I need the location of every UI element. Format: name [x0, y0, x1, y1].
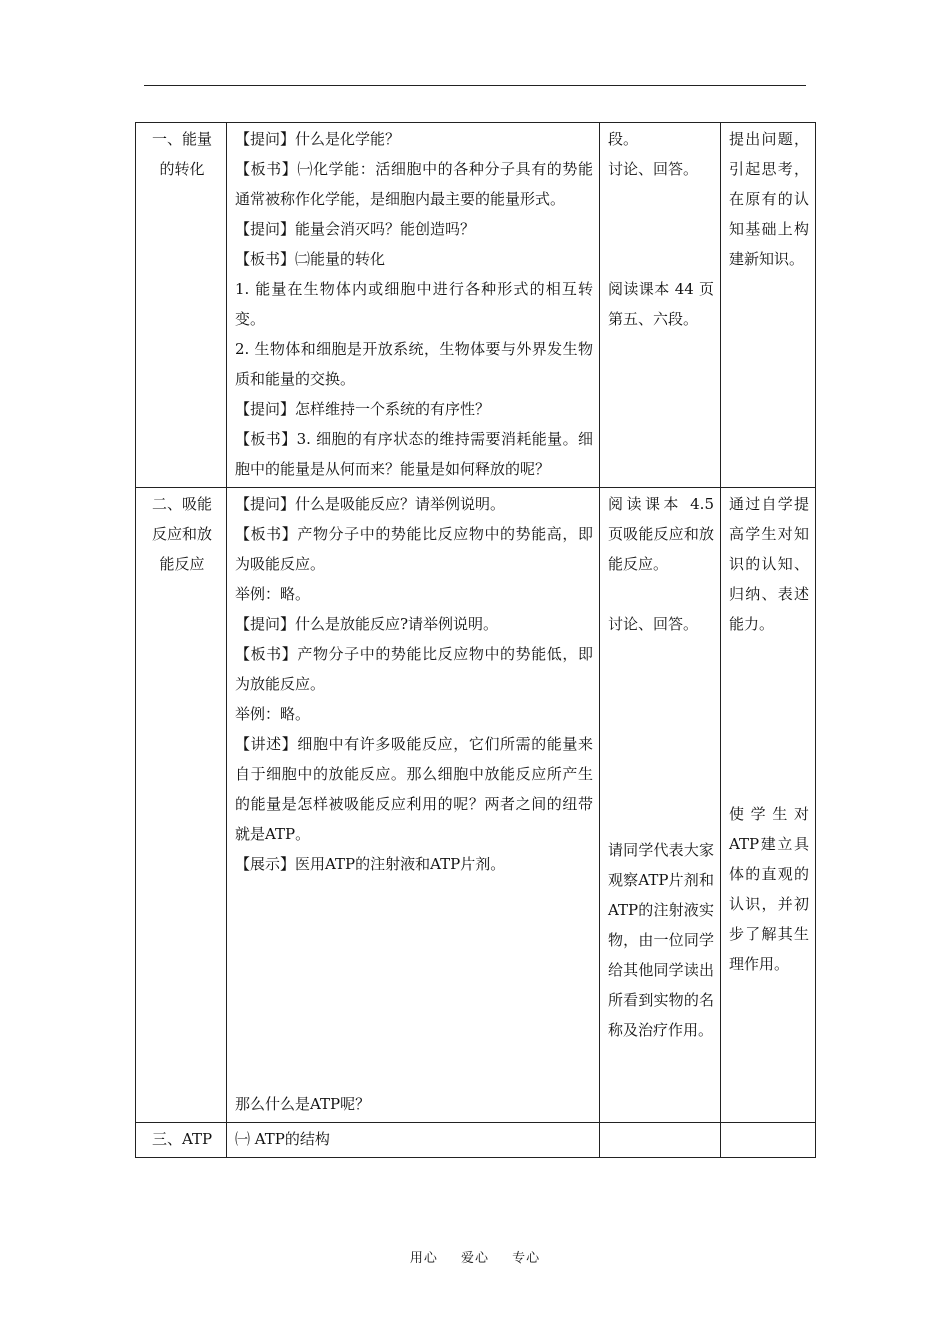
design-purpose-cell: 通过自学提高学生对知识的认知、归纳、表述能力。 使学生对ATP建立具体的直观的认识，并初步了解其生理作用。: [721, 488, 816, 1123]
design-purpose-cell: 提出问题，引起思考，在原有的认知基础上构建新知识。: [721, 123, 816, 488]
header-rule: [144, 85, 806, 86]
lesson-plan-table: [135, 122, 816, 1158]
table-row: [136, 123, 816, 488]
section-cell: 二、吸能 反应和放 能反应: [136, 488, 227, 1123]
student-activity-cell: 段。 讨论、回答。 阅读课本 44 页第五、六段。: [600, 123, 721, 488]
student-activity-cell: [600, 1123, 721, 1158]
table-row: [136, 488, 816, 1123]
teacher-activity-cell: 【提问】什么是吸能反应？请举例说明。 【板书】产物分子中的势能比反应物中的势能高，即为吸能反应。 举例：略。 【提问】什么是放能反应?请举例说明。 【板书】产物分子中的势能比反应物中的势能低，即为放能反应。 举例：略。 【讲述】细胞中有许多吸能反应，它们所需的能量来自于细胞中的放能反应。那么细胞中放能反应所产生的能量是怎样被吸能反应利用的呢？两者之间的纽带就是ATP。 【展示】医用ATP的注射液和ATP片剂。 那么什么是ATP呢？: [227, 488, 600, 1123]
student-activity-cell: 阅读课本 4.5 页吸能反应和放能反应。 讨论、回答。 请同学代表大家观察ATP片剂和ATP的注射液实物，由一位同学给其他同学读出所看到实物的名称及治疗作用。: [600, 488, 721, 1123]
section-cell: 三、ATP: [136, 1123, 227, 1158]
design-purpose-cell: [721, 1123, 816, 1158]
page-footer: 用心 爱心 专心: [409, 1251, 541, 1266]
section-cell: 一、能量 的转化: [136, 123, 227, 488]
table-row: [136, 1123, 816, 1158]
teacher-activity-cell: 【提问】什么是化学能？ 【板书】㈠化学能：活细胞中的各种分子具有的势能通常被称作化学能，是细胞内最主要的能量形式。 【提问】能量会消灭吗？能创造吗？ 【板书】㈡能量的转化 1. 能量在生物体内或细胞中进行各种形式的相互转变。 2. 生物体和细胞是开放系统，生物体要与外界发生物质和能量的交换。 【提问】怎样维持一个系统的有序性？ 【板书】3. 细胞的有序状态的维持需要消耗能量。细胞中的能量是从何而来？能量是如何释放的呢？: [227, 123, 600, 488]
teacher-activity-cell: ㈠ ATP的结构: [227, 1123, 600, 1158]
